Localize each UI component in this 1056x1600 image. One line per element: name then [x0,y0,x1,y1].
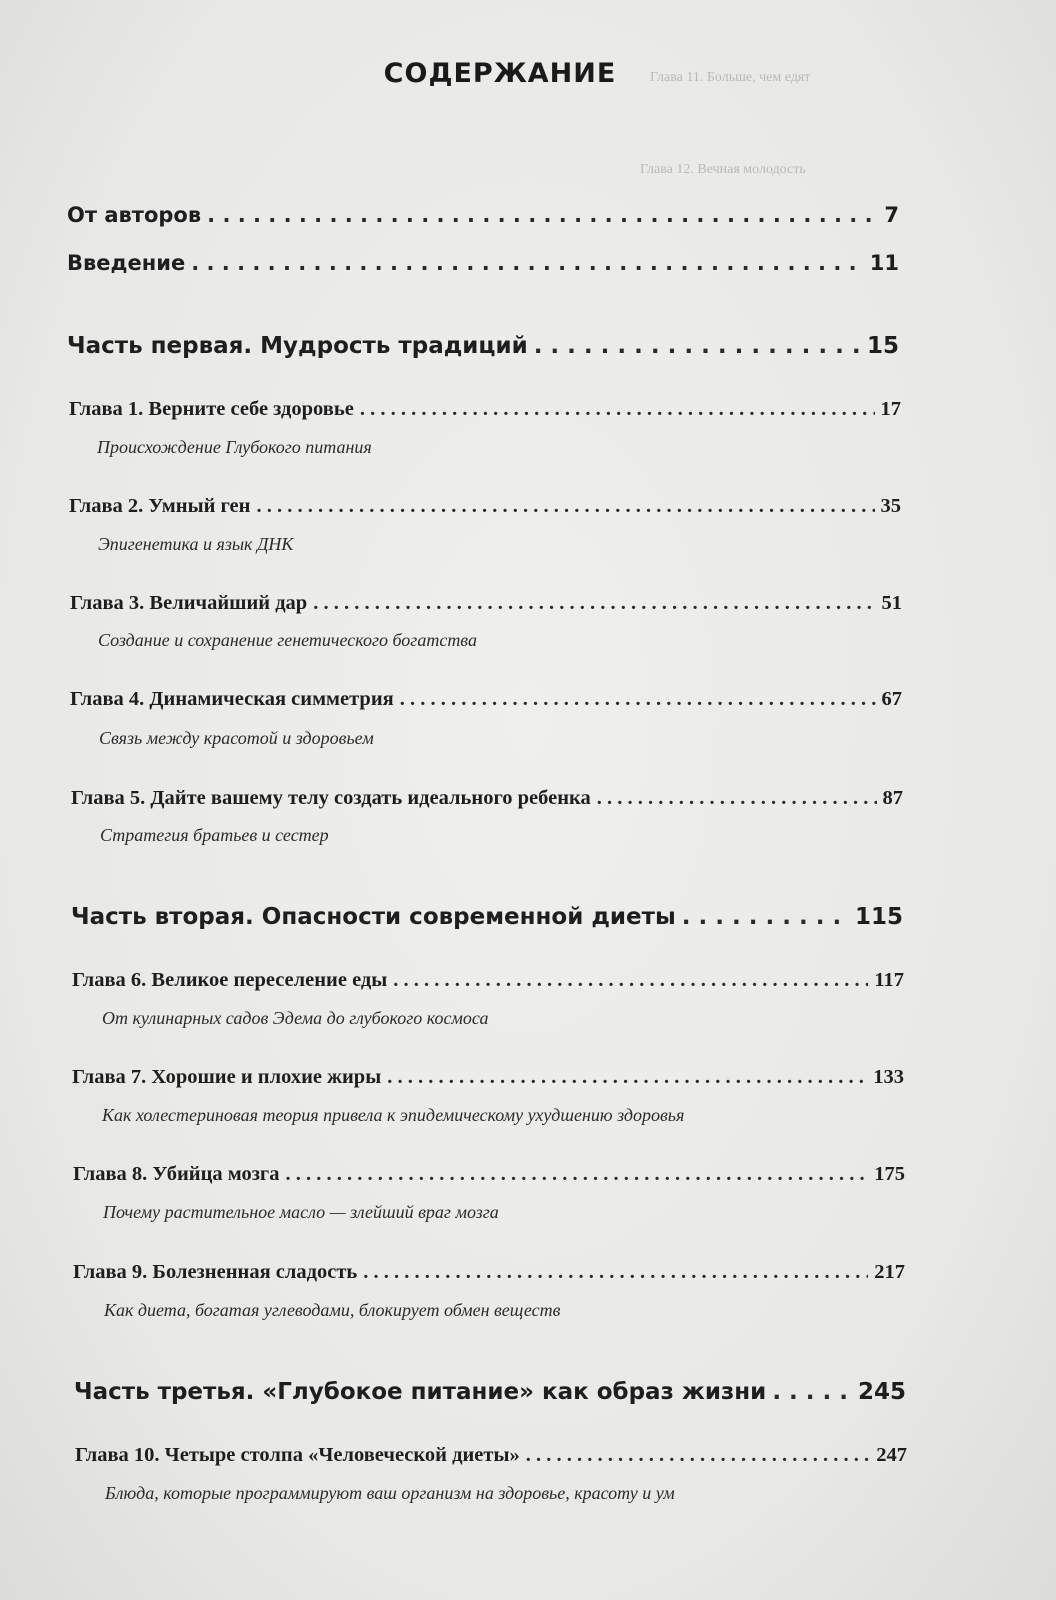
leader-dots [191,251,864,275]
toc-chapter-label: Глава 3. Величайший дар [70,592,308,614]
toc-chapter [73,1261,905,1284]
toc-chapter-label: Глава 5. Дайте вашему телу создать идеального ребенка [71,787,591,809]
bleed-through-text: Глава 12. Вечная молодость [640,162,806,177]
leader-dots [387,1066,867,1089]
toc-chapter [71,787,903,810]
toc-entry-front-matter [67,251,899,275]
toc-chapter [75,1444,907,1467]
toc-page-number: 15 [866,333,899,359]
toc-chapter [70,688,902,711]
toc-page-number: 115 [854,904,903,930]
toc-part-label: Часть первая. Мудрость традиций [67,333,528,359]
toc-page-number: 217 [874,1261,905,1283]
leader-dots [313,592,875,615]
toc-chapter [69,398,901,421]
toc-page-number: 133 [873,1066,904,1088]
toc-page-number: 35 [880,495,901,517]
toc-part-heading [71,904,903,930]
leader-dots [286,1163,869,1186]
toc-chapter-label: Глава 1. Верните себе здоровье [69,398,354,420]
leader-dots [256,495,874,518]
toc-page-number: 117 [874,969,904,991]
leader-dots [526,1444,871,1467]
toc-chapter [69,495,901,518]
toc-chapter-subtitle: Эпигенетика и язык ДНК [98,534,294,554]
toc-entry-label: От авторов [67,203,202,227]
toc-chapter-subtitle: Связь между красотой и здоровьем [99,728,374,748]
toc-chapter [73,1163,905,1186]
toc-chapter [72,969,904,992]
toc-chapter-label: Глава 9. Болезненная сладость [73,1261,358,1283]
toc-entry-label: Введение [67,251,186,275]
leader-dots [393,969,868,992]
toc-chapter-subtitle: Как диета, богатая углеводами, блокирует обмен веществ [104,1300,561,1320]
toc-chapter-subtitle: Создание и сохранение генетического богатства [98,630,478,650]
toc-chapter-label: Глава 8. Убийца мозга [73,1163,280,1185]
toc-page-number: 11 [869,251,899,275]
toc-chapter-subtitle: Блюда, которые программируют ваш организм на здоровье, красоту и ум [105,1483,675,1503]
bleed-through-text: Глава 11. Больше, чем едят [650,70,811,85]
toc-chapter-label: Глава 4. Динамическая симметрия [70,688,394,710]
leader-dots [363,1261,868,1284]
toc-page-number: 175 [874,1163,905,1185]
toc-chapter-subtitle: Стратегия братьев и сестер [100,825,329,845]
toc-chapter-subtitle: От кулинарных садов Эдема до глубокого космоса [102,1008,489,1028]
toc-page-number: 17 [880,398,901,420]
toc-page-number: 247 [876,1444,907,1466]
toc-part-label: Часть третья. «Глубокое питание» как образ жизни [74,1379,767,1405]
toc-chapter-label: Глава 2. Умный ген [69,495,251,517]
toc-chapter-subtitle: Происхождение Глубокого питания [97,437,372,457]
toc-chapter-label: Глава 6. Великое переселение еды [72,969,388,991]
leader-dots [597,787,877,810]
toc-part-heading [67,333,899,359]
page-title: СОДЕРЖАНИЕ [383,58,617,89]
leader-dots [534,333,861,359]
toc-page-number: 7 [884,203,899,227]
leader-dots [400,688,876,711]
toc-chapter [70,592,902,615]
toc-page-number: 51 [881,592,902,614]
leader-dots [207,203,878,227]
toc-page-number: 87 [882,787,903,809]
leader-dots [360,398,875,421]
toc-chapter-label: Глава 7. Хорошие и плохие жиры [72,1066,382,1088]
toc-chapter-label: Глава 10. Четыре столпа «Человеческой диеты» [75,1444,520,1466]
toc-chapter-subtitle: Почему растительное масло — злейший враг мозга [103,1202,499,1222]
toc-entry-front-matter [67,203,899,227]
toc-page-number: 245 [857,1379,906,1405]
toc-chapter [72,1066,904,1089]
toc-part-heading [74,1379,906,1405]
toc-page-number: 67 [881,688,902,710]
toc-chapter-subtitle: Как холестериновая теория привела к эпидемическому ухудшению здоровья [102,1105,685,1125]
leader-dots [682,904,849,930]
leader-dots [772,1379,852,1405]
toc-part-label: Часть вторая. Опасности современной диеты [71,904,676,930]
